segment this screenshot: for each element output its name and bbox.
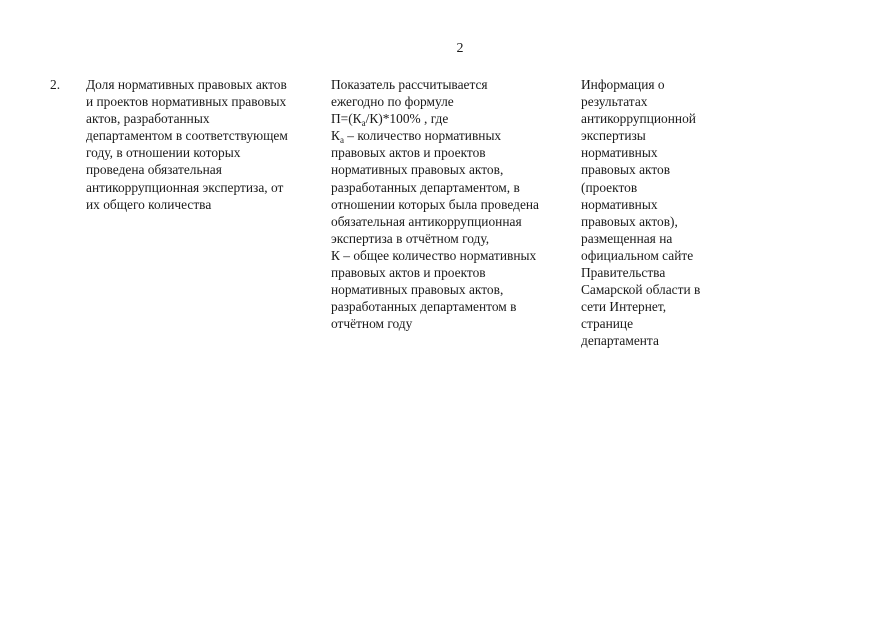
source-line: странице <box>581 316 634 332</box>
method-line: обязательная антикоррупционная <box>331 213 522 229</box>
source-line: официальном сайте <box>581 247 694 263</box>
source-line: правовых актов <box>581 162 671 178</box>
source-line: экспертизы <box>581 128 646 144</box>
source-line: Информация о <box>581 77 665 92</box>
method-line: ежегодно по формуле <box>331 94 454 110</box>
calculation-method-cell <box>331 76 571 332</box>
indicator-line: и проектов нормативных правовых <box>86 94 287 110</box>
source-line: сети Интернет, <box>581 299 667 315</box>
source-line: размещенная на <box>581 230 673 246</box>
method-line: отношении которых была проведена <box>331 196 539 212</box>
source-line: результатах <box>581 94 648 110</box>
method-line: отчётном году <box>331 316 413 332</box>
source-line: нормативных <box>581 196 658 212</box>
page-number: 2 <box>456 41 464 56</box>
method-line: разработанных департаментом в <box>331 299 517 315</box>
method-line: правовых актов и проектов <box>331 145 486 161</box>
method-line: экспертиза в отчётном году, <box>331 230 490 246</box>
source-line: Правительства <box>581 265 666 281</box>
method-line: правовых актов и проектов <box>331 265 486 281</box>
source-line: Самарской области в <box>581 282 701 298</box>
indicator-name-cell <box>86 76 322 213</box>
ka-definition-line: $К_а$ – количество нормативных <box>331 128 502 146</box>
indicator-line: департаментом в соответствующем <box>86 128 288 144</box>
source-line: правовых актов), <box>581 213 678 229</box>
indicator-line: проведена обязательная <box>86 162 222 178</box>
indicator-line: Доля нормативных правовых актов <box>86 77 287 92</box>
row-number: 2. <box>50 77 61 92</box>
indicator-line: актов, разработанных <box>86 111 210 127</box>
method-line: нормативных правовых актов, <box>331 282 504 298</box>
method-line: Показатель рассчитывается <box>331 77 488 92</box>
source-line: департамента <box>581 333 659 349</box>
data-source-cell <box>581 76 731 350</box>
source-line: антикоррупционной <box>581 111 696 127</box>
indicator-line: антикоррупционная экспертиза, от <box>86 179 284 195</box>
formula-line: $П=(К_а/К)*100\%$ , где <box>331 111 449 129</box>
indicator-line: году, в отношении которых <box>86 145 241 161</box>
indicator-line: их общего количества <box>86 196 212 212</box>
method-line: разработанных департаментом, в <box>331 179 520 195</box>
method-line: нормативных правовых актов, <box>331 162 504 178</box>
source-line: нормативных <box>581 145 658 161</box>
method-line: К – общее количество нормативных <box>331 247 537 263</box>
source-line: (проектов <box>581 179 638 195</box>
